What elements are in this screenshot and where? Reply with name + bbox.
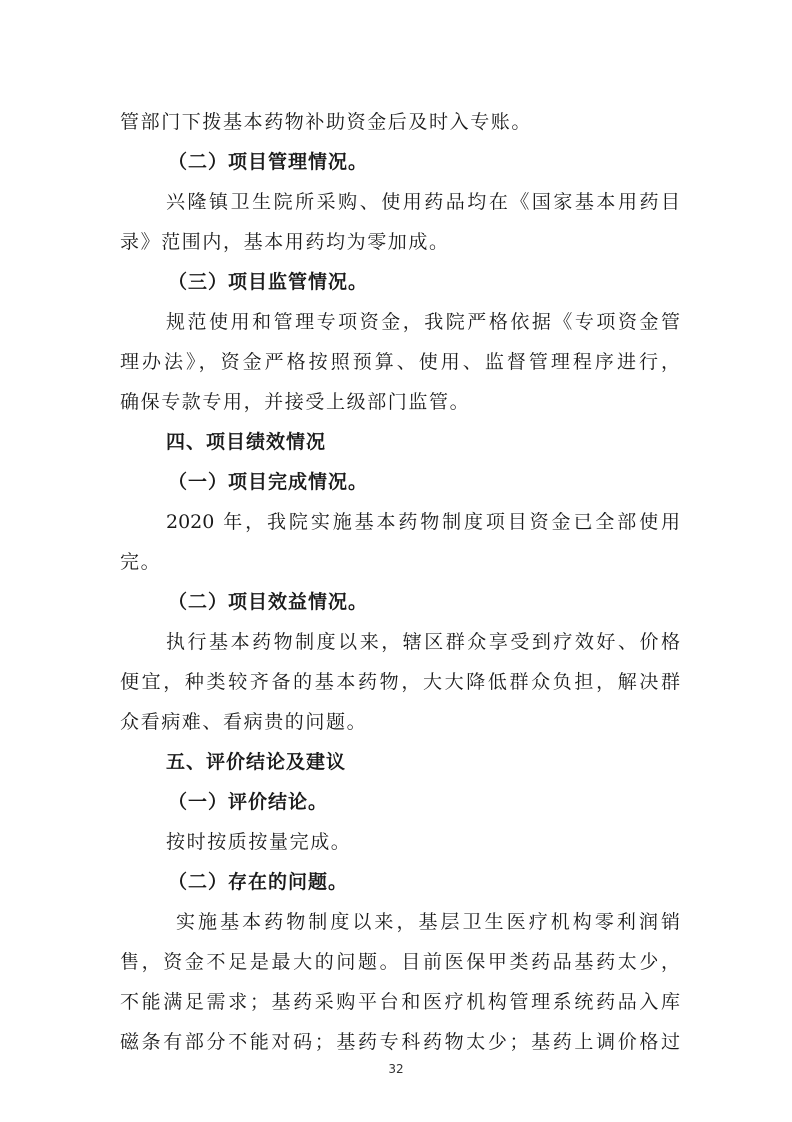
body-line: 不能满足需求；基药采购平台和医疗机构管理系统药品入库 xyxy=(120,991,680,1013)
body-line: 确保专款专用，并接受上级部门监管。 xyxy=(120,391,471,413)
subsection-heading: （一）评价结论。 xyxy=(168,791,329,813)
body-line: 按时按质按量完成。 xyxy=(166,831,352,853)
body-line: 录》范围内，基本用药均为零加成。 xyxy=(120,231,450,253)
body-line: 众看病难、看病贵的问题。 xyxy=(120,711,368,733)
body-line: 实施基本药物制度以来，基层卫生医疗机构零利润销 xyxy=(176,911,680,933)
page-number: 32 xyxy=(388,1062,404,1076)
section-heading: 五、评价结论及建议 xyxy=(166,751,347,773)
body-line: 完。 xyxy=(120,551,162,573)
subsection-heading: （二）存在的问题。 xyxy=(168,871,349,893)
body-line: 售，资金不足是最大的问题。目前医保甲类药品基药太少， xyxy=(120,951,680,973)
subsection-heading: （二）项目效益情况。 xyxy=(168,591,369,613)
section-heading: 四、项目绩效情况 xyxy=(166,431,327,453)
body-line: 磁条有部分不能对码；基药专科药物太少；基药上调价格过 xyxy=(120,1031,680,1053)
subsection-heading: （三）项目监管情况。 xyxy=(168,271,369,293)
body-line: 兴隆镇卫生院所采购、使用药品均在《国家基本用药目 xyxy=(166,191,680,213)
subsection-heading: （二）项目管理情况。 xyxy=(168,151,369,173)
body-line: 管部门下拨基本药物补助资金后及时入专账。 xyxy=(120,111,533,133)
body-line: 2020 年，我院实施基本药物制度项目资金已全部使用 xyxy=(166,511,680,533)
body-line: 理办法》，资金严格按照预算、使用、监督管理程序进行， xyxy=(120,351,680,373)
body-line: 规范使用和管理专项资金，我院严格依据《专项资金管 xyxy=(166,311,680,333)
body-line: 便宜，种类较齐备的基本药物，大大降低群众负担，解决群 xyxy=(120,671,680,693)
subsection-heading: （一）项目完成情况。 xyxy=(168,471,369,493)
body-line: 执行基本药物制度以来，辖区群众享受到疗效好、价格 xyxy=(166,631,680,653)
